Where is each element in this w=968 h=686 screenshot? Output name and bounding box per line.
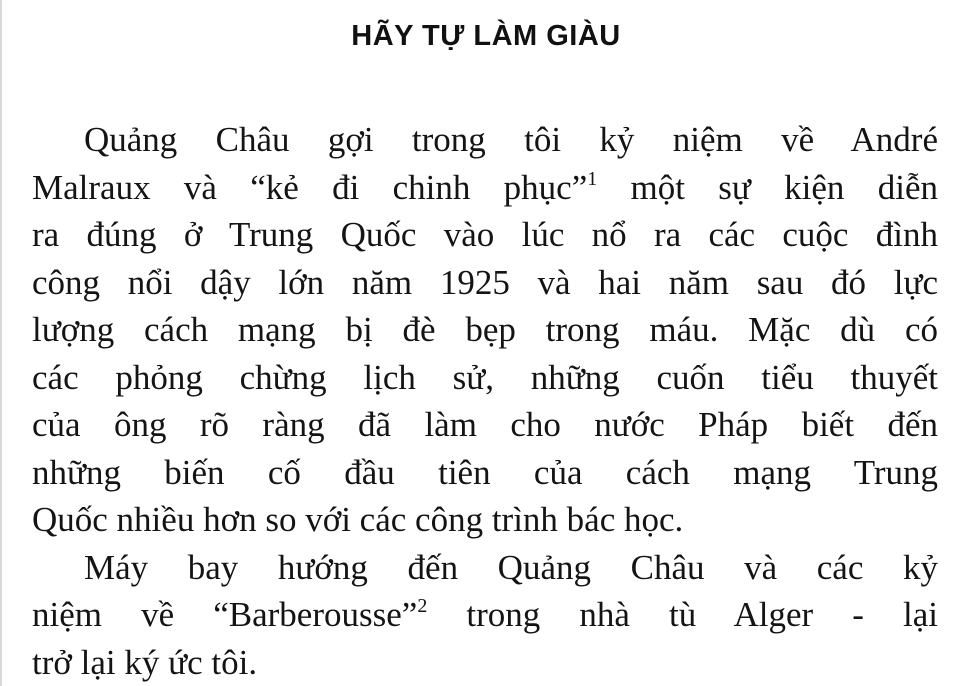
text-line <box>32 591 938 639</box>
body-text <box>32 116 938 686</box>
footnote-marker: 1 <box>587 167 598 190</box>
text-line <box>32 164 938 212</box>
text-line: lượng cách mạng bị đè bẹp trong máu. Mặc dù có <box>32 310 938 349</box>
text-line: của ông rõ ràng đã làm cho nước Pháp biết đến <box>32 405 938 444</box>
text-fragment: niệm về “Barberousse” <box>32 595 418 634</box>
text-fragment: một sự kiện diễn <box>597 167 938 207</box>
text-line: Máy bay hướng đến Quảng Châu và các kỷ <box>84 547 938 587</box>
text-line: Quốc nhiều hơn so với các công trình bác học. <box>32 500 684 539</box>
text-fragment: Malraux và “kẻ đi chinh phục” <box>32 167 588 207</box>
text-line: công nổi dậy lớn năm 1925 và hai năm sau đó lực <box>32 262 938 302</box>
text-line: ra đúng ở Trung Quốc vào lúc nổ ra các cuộc đình <box>32 215 938 254</box>
text-line: trở lại ký ức tôi. <box>32 642 258 682</box>
text-fragment: trong nhà tù Alger - lại <box>427 595 938 634</box>
footnote-marker: 2 <box>417 595 428 617</box>
text-line: Quảng Châu gợi trong tôi kỷ niệm về André <box>84 120 938 159</box>
text-line: các phỏng chừng lịch sử, những cuốn tiểu thuyết <box>32 357 938 397</box>
text-line: những biến cố đầu tiên của cách mạng Trung <box>32 452 938 492</box>
page-title: HÃY TỰ LÀM GIÀU <box>351 20 621 52</box>
